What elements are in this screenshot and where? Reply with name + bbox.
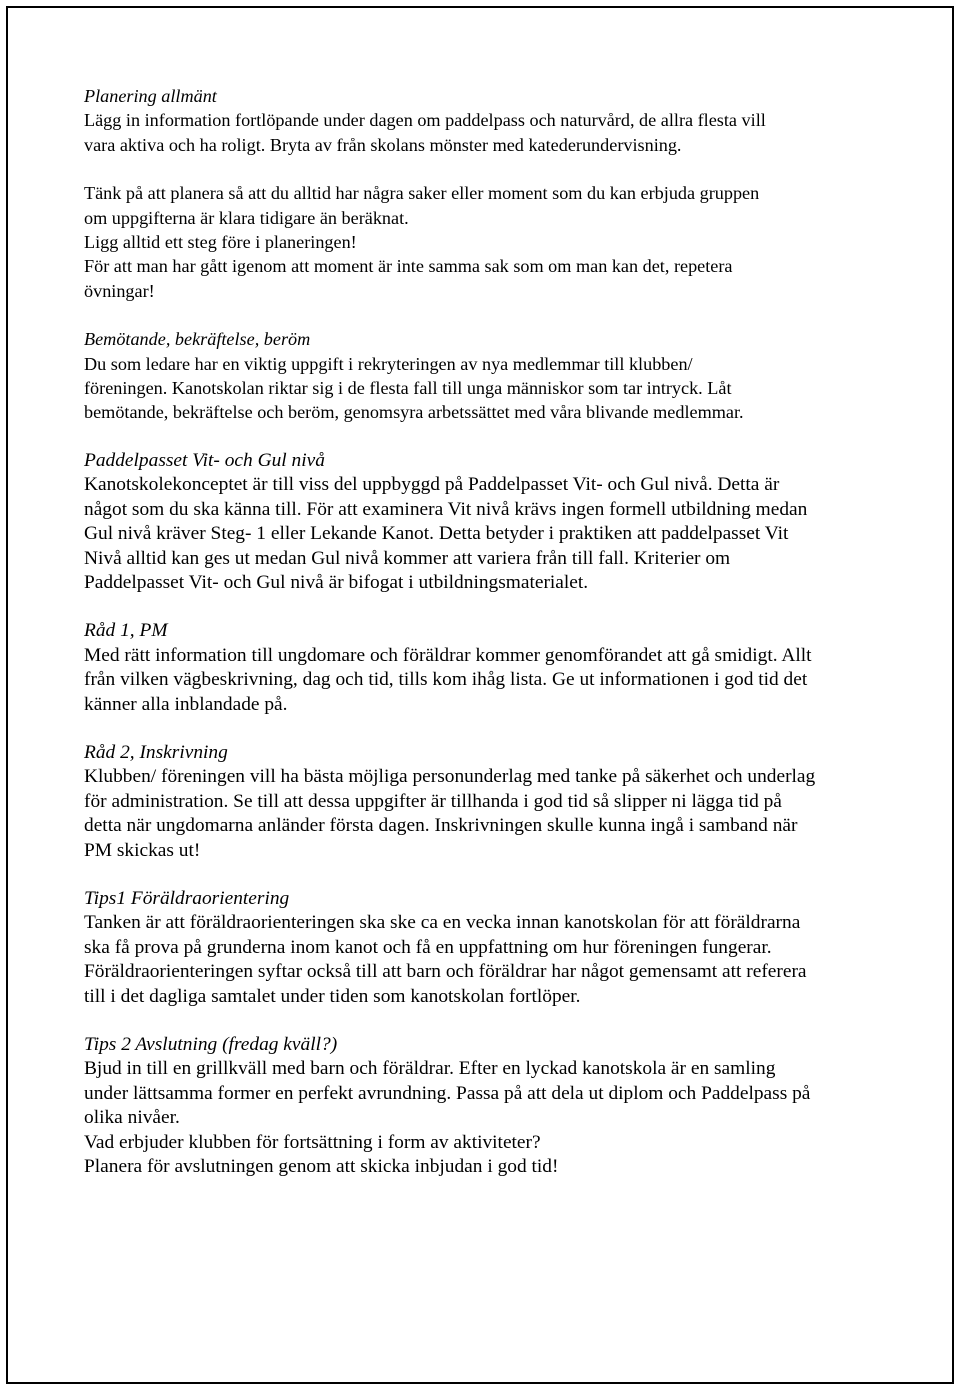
section-rad-1-pm bbox=[84, 619, 884, 717]
section-heading: Tips 2 Avslutning (fredag kväll?) bbox=[84, 1034, 338, 1055]
text-line: till i det dagliga samtalet under tiden som kanotskolan fortlöper. bbox=[84, 985, 581, 1007]
text-line: Med rätt information till ungdomare och föräldrar kommer genomförandet att gå smidigt. Allt bbox=[84, 644, 812, 666]
section-heading: Paddelpasset Vit- och Gul nivå bbox=[84, 449, 325, 471]
text-line: känner alla inblandade på. bbox=[84, 693, 288, 715]
text-line: Gul nivå kräver Steg- 1 eller Lekande Kanot. Detta betyder i praktiken att paddelpasset Vit bbox=[84, 523, 789, 545]
section-heading: Råd 2, Inskrivning bbox=[84, 741, 228, 763]
text-line: Tänk på att planera så att du alltid har några saker eller moment som du kan erbjuda gruppen bbox=[84, 183, 760, 204]
text-line: Nivå alltid kan ges ut medan Gul nivå kommer att variera från till fall. Kriterier om bbox=[84, 547, 731, 569]
document-body bbox=[84, 84, 884, 1203]
text-line: från vilken vägbeskrivning, dag och tid, tills kom ihåg lista. Ge ut informationen i god tid det bbox=[84, 669, 808, 691]
text-line: PM skickas ut! bbox=[84, 839, 201, 861]
section-heading: Tips1 Föräldraorientering bbox=[84, 887, 290, 909]
section-tips2-avslutning bbox=[84, 1033, 884, 1179]
text-line: Du som ledare har en viktig uppgift i rekryteringen av nya medlemmar till klubben/ bbox=[84, 353, 693, 374]
text-line: Tanken är att föräldraorienteringen ska ske ca en vecka innan kanotskolan för att föräldrarna bbox=[84, 912, 801, 934]
text-line: Ligg alltid ett steg före i planeringen! bbox=[84, 232, 357, 253]
section-planering-allmant bbox=[84, 84, 884, 303]
text-line: Paddelpasset Vit- och Gul nivå är bifogat i utbildningsmaterialet. bbox=[84, 571, 589, 593]
text-line: Klubben/ föreningen vill ha bästa möjliga personunderlag med tanke på säkerhet och underlag bbox=[84, 766, 816, 788]
section-rad-2-inskrivning bbox=[84, 741, 884, 863]
paragraph-gap bbox=[84, 157, 884, 181]
text-line: för administration. Se till att dessa uppgifter är tillhanda i god tid så slipper ni lägga tid på bbox=[84, 790, 782, 812]
text-line: olika nivåer. bbox=[84, 1107, 180, 1129]
text-line: något som du ska känna till. För att examinera Vit nivå krävs ingen formell utbildning medan bbox=[84, 498, 808, 520]
text-line: Föräldraorienteringen syftar också till att barn och föräldrar har något gemensamt att referera bbox=[84, 961, 807, 983]
text-line: om uppgifterna är klara tidigare än beräknat. bbox=[84, 207, 409, 228]
section-heading: Planering allmänt bbox=[84, 86, 217, 106]
text-line: vara aktiva och ha roligt. Bryta av från skolans mönster med katederundervisning. bbox=[84, 134, 682, 155]
section-paddelpasset bbox=[84, 449, 884, 595]
text-line: Planera för avslutningen genom att skicka inbjudan i god tid! bbox=[84, 1156, 559, 1178]
text-line: Bjud in till en grillkväll med barn och föräldrar. Efter en lyckad kanotskola är en samling bbox=[84, 1058, 776, 1080]
text-line: övningar! bbox=[84, 280, 155, 301]
text-line: Vad erbjuder klubben för fortsättning i form av aktiviteter? bbox=[84, 1131, 541, 1153]
text-line: föreningen. Kanotskolan riktar sig i de flesta fall till unga människor som tar intryck. Låt bbox=[84, 378, 732, 399]
text-line: detta när ungdomarna anländer första dagen. Inskrivningen skulle kunna ingå i samband när bbox=[84, 815, 798, 837]
text-line: bemötande, bekräftelse och beröm, genomsyra arbetssättet med våra blivande medlemmar. bbox=[84, 402, 744, 423]
section-tips1-foraldraorientering bbox=[84, 887, 884, 1009]
text-line: under lättsamma former en perfekt avrundning. Passa på att dela ut diplom och Paddelpass på bbox=[84, 1082, 811, 1104]
text-line: För att man har gått igenom att moment är inte samma sak som om man kan det, repetera bbox=[84, 256, 733, 277]
section-bemotande bbox=[84, 327, 884, 425]
text-line: ska få prova på grunderna inom kanot och få en uppfattning om hur föreningen fungerar. bbox=[84, 936, 772, 958]
section-heading: Råd 1, PM bbox=[84, 620, 168, 642]
text-line: Kanotskolekonceptet är till viss del uppbyggd på Paddelpasset Vit- och Gul nivå. Detta är bbox=[84, 474, 780, 496]
section-heading: Bemötande, bekräftelse, beröm bbox=[84, 329, 311, 350]
text-line: Lägg in information fortlöpande under dagen om paddelpass och naturvård, de allra flesta vill bbox=[84, 110, 766, 131]
